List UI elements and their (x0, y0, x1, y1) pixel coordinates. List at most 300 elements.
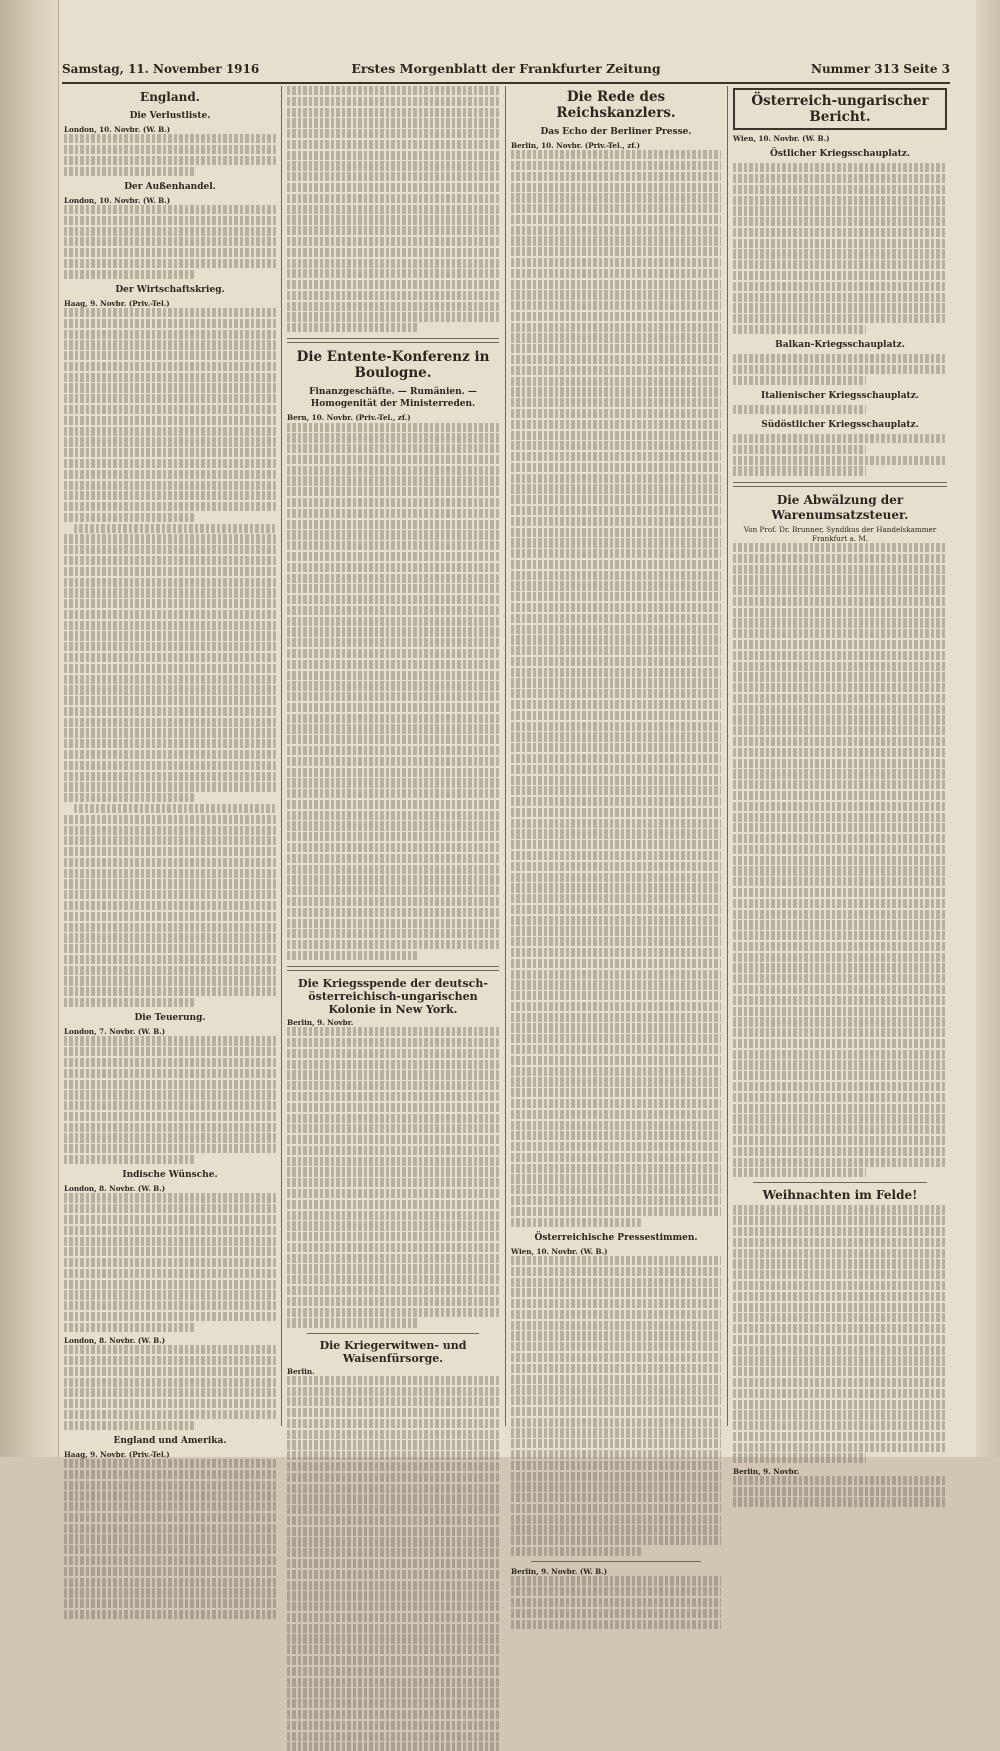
text-line (64, 1599, 276, 1608)
text-line (511, 905, 721, 914)
text-line (287, 1264, 499, 1273)
text-line (287, 476, 499, 485)
text-line (64, 351, 276, 360)
headline-weihnachten-im-felde: Weihnachten im Felde! (762, 1188, 918, 1203)
column-1 (64, 86, 276, 1459)
text-line (64, 362, 276, 371)
text-line (733, 456, 947, 465)
text-line (64, 1323, 195, 1332)
text-line (511, 560, 721, 569)
text-line (287, 617, 499, 626)
text-line (64, 227, 276, 236)
text-line (287, 1699, 499, 1708)
text-line (733, 1324, 947, 1333)
section-heading-england: England. (140, 90, 200, 104)
text-line (287, 929, 499, 938)
text-line (287, 638, 499, 647)
text-line (287, 259, 499, 268)
text-line (511, 1598, 721, 1607)
text-line (64, 470, 276, 479)
text-line (287, 1430, 499, 1439)
text-line (64, 448, 276, 457)
text-line (287, 1297, 499, 1306)
text-line (64, 145, 276, 154)
text-line (287, 1060, 499, 1069)
dateline: Berlin, 9. Novbr. (733, 1466, 800, 1476)
text-line (64, 437, 276, 446)
text-line (733, 996, 947, 1005)
text-line (733, 651, 947, 660)
text-line (511, 161, 721, 170)
text-line (287, 919, 499, 928)
text-line (287, 1494, 499, 1503)
text-line (733, 608, 947, 617)
text-line (64, 869, 276, 878)
text-line (64, 675, 276, 684)
text-line (733, 1028, 947, 1037)
text-line (287, 660, 499, 669)
text-line (733, 823, 947, 832)
text-line (287, 671, 499, 680)
text-line (64, 1513, 276, 1522)
text-line (511, 333, 721, 342)
subheading-finanzgeschaefte: Finanzgeschäfte. — Rumänien. — Homogenität der Ministerreden. (309, 387, 477, 410)
text-line (733, 888, 947, 897)
text-line (511, 1493, 721, 1502)
masthead-page-number: Nummer 313 Seite 3 (810, 62, 950, 76)
text-line (64, 534, 276, 543)
text-line (287, 1049, 499, 1058)
text-line (511, 183, 721, 192)
dateline: Bern, 10. Novbr. (Priv.-Tel., zf.) (287, 413, 411, 423)
text-line (64, 987, 276, 996)
text-line (287, 843, 499, 852)
text-line (64, 1204, 276, 1213)
text-line (733, 1007, 947, 1016)
text-line (64, 1556, 276, 1565)
text-line (733, 163, 947, 172)
text-line (64, 1421, 195, 1430)
text-line (511, 549, 721, 558)
text-line (733, 405, 866, 414)
text-line (511, 1396, 721, 1405)
text-line (511, 1482, 721, 1491)
text-line (511, 323, 721, 332)
text-line (733, 834, 947, 843)
text-line (511, 635, 721, 644)
text-line (733, 1136, 947, 1145)
previous-page-edge (0, 0, 59, 1457)
text-line (287, 1505, 499, 1514)
text-line (64, 847, 276, 856)
text-line (733, 1158, 947, 1167)
text-line (733, 780, 947, 789)
text-line (64, 664, 276, 673)
text-line (64, 1226, 276, 1235)
text-line (733, 1147, 947, 1156)
text-line (733, 554, 947, 563)
text-line (511, 366, 721, 375)
text-line (511, 625, 721, 634)
dateline: Berlin, 9. Novbr. (W. B.) (511, 1567, 608, 1577)
article-aussenhandel (64, 196, 276, 279)
text-line (511, 1288, 721, 1297)
text-line (511, 1331, 721, 1340)
text-line (733, 1497, 947, 1506)
text-line (733, 1093, 947, 1102)
headline-rede-reichskanzler: Die Rede des Reichskanzlers. (556, 89, 676, 121)
text-line (733, 1205, 947, 1214)
article-kriegsspende (287, 1018, 499, 1327)
text-line (64, 1155, 195, 1164)
text-line (287, 757, 499, 766)
text-line (733, 1367, 947, 1376)
text-line (287, 1656, 499, 1665)
text-line (287, 466, 499, 475)
text-line (733, 1216, 947, 1225)
text-line (511, 980, 721, 989)
text-line (733, 1443, 947, 1452)
text-line (511, 937, 721, 946)
article-oesterreichische-pressestimmen (511, 1247, 721, 1556)
dateline: London, 8. Novbr. (W. B.) (64, 1335, 166, 1345)
headline-entente-konferenz: Die Entente-Konferenz in Boulogne. (296, 349, 490, 382)
text-line (287, 1688, 499, 1697)
text-line (733, 931, 947, 940)
text-line (287, 1027, 499, 1036)
text-line (733, 586, 947, 595)
text-line (287, 1451, 499, 1460)
text-line (287, 1591, 499, 1600)
text-line (64, 923, 276, 932)
text-line (287, 205, 499, 214)
text-line (287, 800, 499, 809)
text-line (511, 894, 721, 903)
text-line (287, 1602, 499, 1611)
text-line (511, 312, 721, 321)
text-line (733, 640, 947, 649)
text-line (64, 761, 276, 770)
text-line (64, 707, 276, 716)
text-line (64, 405, 276, 414)
text-line (64, 1588, 276, 1597)
text-line (64, 912, 276, 921)
text-line (733, 174, 947, 183)
text-line (511, 668, 721, 677)
text-line (287, 1613, 499, 1622)
text-line (287, 768, 499, 777)
text-line (287, 487, 499, 496)
text-line (64, 879, 276, 888)
text-line (64, 578, 276, 587)
text-line (287, 1484, 499, 1493)
text-line (64, 750, 276, 759)
text-line (733, 1335, 947, 1344)
text-line (64, 416, 276, 425)
text-line (64, 588, 276, 597)
text-line (733, 1114, 947, 1123)
text-line (287, 1092, 499, 1101)
text-line (287, 1645, 499, 1654)
text-line (64, 1567, 276, 1576)
text-line (287, 1473, 499, 1482)
text-line (64, 1534, 276, 1543)
text-line (287, 1408, 499, 1417)
text-line (511, 711, 721, 720)
column-3 (511, 86, 721, 1577)
text-line (287, 951, 418, 960)
text-line (733, 1060, 947, 1069)
article-indische-wuensche (64, 1184, 276, 1430)
text-line (733, 1168, 866, 1177)
dateline: London, 8. Novbr. (W. B.) (64, 1184, 166, 1194)
headline-warenumsatzsteuer: Die Abwälzung der Warenumsatzsteuer. (771, 492, 909, 522)
text-line (511, 172, 721, 181)
text-line (64, 955, 276, 964)
article-wirtschaftskrieg (64, 299, 276, 1007)
text-line (287, 1070, 499, 1079)
text-line (64, 216, 276, 225)
text-line (511, 484, 721, 493)
text-line (64, 718, 276, 727)
text-line (511, 1267, 721, 1276)
text-line (733, 325, 866, 334)
text-line (733, 845, 947, 854)
text-line (64, 1545, 276, 1554)
text-line (511, 1576, 721, 1585)
text-line (287, 1742, 499, 1751)
column-4 (733, 86, 947, 1476)
text-line (64, 933, 276, 942)
text-line (733, 1400, 947, 1409)
text-line (287, 1178, 499, 1187)
text-line (511, 1472, 721, 1481)
text-line (64, 330, 276, 339)
text-line (287, 1114, 499, 1123)
text-line (733, 953, 947, 962)
text-line (511, 926, 721, 935)
subheading-suedoestlicher-kriegsschauplatz: Südöstlicher Kriegsschauplatz. (761, 420, 919, 431)
text-line (511, 495, 721, 504)
dateline: Berlin. (287, 1366, 315, 1376)
text-line (64, 1388, 276, 1397)
text-line (733, 1270, 947, 1279)
text-line (511, 193, 721, 202)
text-line (733, 963, 947, 972)
text-line (287, 140, 499, 149)
dateline: London, 7. Novbr. (W. B.) (64, 1027, 166, 1037)
text-line (733, 974, 947, 983)
text-line (64, 1112, 276, 1121)
text-line (733, 260, 947, 269)
text-line (64, 642, 276, 651)
text-line (511, 1418, 721, 1427)
text-line (64, 858, 276, 867)
text-line (287, 1286, 499, 1295)
text-line (733, 618, 947, 627)
text-line (511, 700, 721, 709)
article-berlin-notiz (511, 1567, 721, 1629)
masthead (62, 56, 950, 84)
text-line (511, 398, 721, 407)
text-line (287, 520, 499, 529)
dateline: Wien, 10. Novbr. (W. B.) (511, 1246, 608, 1256)
text-line (64, 782, 276, 791)
text-line (511, 1342, 721, 1351)
text-line (733, 791, 947, 800)
text-line (64, 739, 276, 748)
text-line (64, 481, 276, 490)
text-line (511, 1088, 721, 1097)
column-rule (727, 86, 728, 1426)
article-kriegerwitwen (287, 1367, 499, 1751)
text-line (733, 282, 947, 291)
text-line (64, 1133, 276, 1142)
text-line (287, 886, 499, 895)
text-line (511, 269, 721, 278)
text-line (733, 877, 947, 886)
text-line (287, 1537, 499, 1546)
text-line (64, 696, 276, 705)
text-line (733, 1453, 866, 1462)
text-line (64, 599, 276, 608)
text-line (511, 1407, 721, 1416)
text-line (511, 517, 721, 526)
text-line (511, 204, 721, 213)
text-line (64, 1280, 276, 1289)
text-line (511, 840, 721, 849)
text-line (733, 715, 947, 724)
text-line (287, 1678, 499, 1687)
masthead-paper-name: Erstes Morgenblatt der Frankfurter Zeitung (351, 61, 661, 76)
text-line (733, 672, 947, 681)
text-line (287, 940, 499, 949)
text-line (64, 1058, 276, 1067)
text-line (511, 571, 721, 580)
text-line (733, 293, 947, 302)
text-line (511, 1164, 721, 1173)
text-line (64, 1481, 276, 1490)
dateline: London, 10. Novbr. (W. B.) (64, 195, 171, 205)
text-line (287, 1211, 499, 1220)
text-line (287, 215, 499, 224)
text-line (287, 1275, 499, 1284)
text-line (287, 1667, 499, 1676)
text-line (511, 603, 721, 612)
text-line (287, 183, 499, 192)
text-line (287, 735, 499, 744)
text-line (287, 1527, 499, 1536)
text-line (733, 543, 947, 552)
text-line (287, 778, 499, 787)
text-line (64, 156, 276, 165)
text-line (287, 1419, 499, 1428)
text-line (287, 1318, 418, 1327)
text-line (511, 236, 721, 245)
text-line (287, 129, 499, 138)
text-line (733, 185, 947, 194)
text-line (64, 966, 276, 975)
text-line (511, 657, 721, 666)
text-line (511, 776, 721, 785)
text-line (511, 1218, 641, 1227)
byline: Von Prof. Dr. Brunner, Syndikus der Handelskammer Frankfurt a. M. (743, 524, 937, 543)
text-line (511, 1609, 721, 1618)
text-line (64, 1610, 276, 1619)
text-line (733, 1039, 947, 1048)
text-line (733, 705, 947, 714)
text-line (64, 134, 276, 143)
text-line (287, 1124, 499, 1133)
text-line (511, 1034, 721, 1043)
text-line (287, 1038, 499, 1047)
text-line (287, 1200, 499, 1209)
text-line (733, 466, 866, 475)
text-line (733, 303, 947, 312)
text-line (287, 498, 499, 507)
subheading-england-und-amerika: England und Amerika. (113, 1435, 227, 1446)
text-line (733, 1249, 947, 1258)
text-line (511, 1067, 721, 1076)
text-line (733, 1421, 947, 1430)
text-line (64, 545, 276, 554)
text-line (64, 793, 195, 802)
text-line (511, 873, 721, 882)
text-line (511, 732, 721, 741)
text-line (64, 1237, 276, 1246)
text-line (733, 1071, 947, 1080)
text-line (64, 1258, 276, 1267)
text-line (287, 606, 499, 615)
text-line (64, 890, 276, 899)
text-line (511, 377, 721, 386)
text-line (64, 631, 276, 640)
text-line (287, 627, 499, 636)
text-line (733, 249, 947, 258)
text-line (287, 161, 499, 170)
text-line (287, 86, 499, 95)
text-line (733, 910, 947, 919)
text-line (511, 226, 721, 235)
text-line (64, 944, 276, 953)
text-line (733, 683, 947, 692)
text-line (511, 1153, 721, 1162)
text-line (511, 1142, 721, 1151)
text-line (64, 1080, 276, 1089)
text-line (511, 678, 721, 687)
text-line (733, 1259, 947, 1268)
subheading-echo-berliner-presse: Das Echo der Berliner Presse. (540, 127, 692, 137)
text-line (64, 1123, 276, 1132)
text-line (511, 1185, 721, 1194)
text-line (64, 394, 276, 403)
text-line (511, 1450, 721, 1459)
text-line (287, 433, 499, 442)
text-line (64, 772, 276, 781)
text-line (64, 826, 276, 835)
subheading-aussenhandel: Der Außenhandel. (124, 181, 216, 192)
text-line (511, 355, 721, 364)
text-line (287, 312, 499, 321)
article-entente-konferenz (287, 413, 499, 960)
text-line (287, 1581, 499, 1590)
subheading-verlustliste: Die Verlustliste. (129, 111, 211, 121)
text-line (511, 991, 721, 1000)
headline-kriegerwitwen: Die Kriegerwitwen- und Waisenfürsorge. (319, 1338, 467, 1365)
text-line (287, 1710, 499, 1719)
text-line (511, 474, 721, 483)
text-line (511, 754, 721, 763)
